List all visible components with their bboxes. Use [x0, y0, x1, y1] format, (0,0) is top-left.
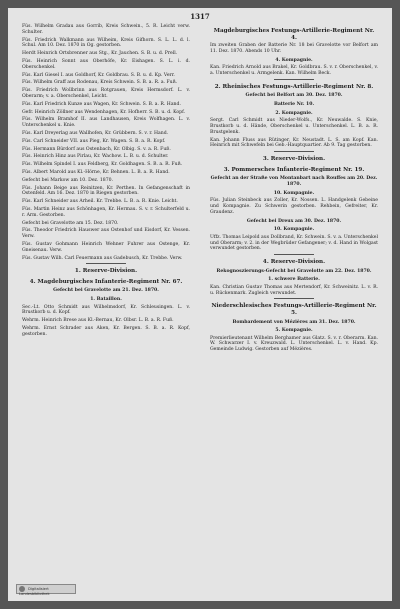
section-divider — [274, 151, 314, 152]
casualty-entry: Kan. Friedrich Arnold aus Brakel, Kr. Goldbrau. S. v. r. Oberschenkel, v. a. Unterschenkel u. Armgelenk. Kan. Wilhelm Beck. — [210, 65, 378, 76]
casualty-entry: Füs. Karl Giesel I. aus Goldhorf, Kr. Goldbrau. S. B. u. d. Kp. Verr. — [22, 72, 175, 78]
section-divider — [274, 298, 314, 299]
battle-heading: Rekognoszierungs-Gefecht bei Gravelotte am 22. Dez. 1870. — [216, 268, 372, 274]
casualty-entry: Gefecht bei Gravelotte am 15. Dez. 1870. — [22, 220, 119, 226]
battalion-subhead: 1. Bataillon. — [90, 297, 122, 303]
company-subhead: 10. Kompagnie. — [273, 190, 315, 196]
casualty-entry: Premierlieutenant Wilhelm Berghamer aus Glatz. S. v. r. Oberarm. Kan. W. Schwarzer I. v. Kreuzwald. L. Unterschenkel. L. v. Hand. Kp. Gemeinde Ludwig. Gestorben auf Mézières. — [210, 335, 378, 353]
regiment-heading: 2. Rheinisches Festungs-Artillerie-Regiment Nr. 8. — [214, 83, 374, 90]
casualty-entry: Gefr. Heinrich Zöllner aus Wendenhagen, Kr. Hofherr. S. B. u. d. Kopf. — [22, 109, 186, 115]
casualty-entry: Füs. Karl Schneider aus Arheil. Kr. Trebbe. L. B. a. R. Knie. Leicht. — [22, 199, 178, 205]
casualty-entry: Füs. Hermann Bürdorf aus Ostenbach, Kr. Olbig. S. v. a. R. Fuß. — [22, 146, 171, 152]
section-divider — [274, 79, 314, 80]
casualty-entry: Füs. Wilhelm Bramhof II. aus Landhausen, Kreis Wolfhagen. L. v. Unterschenkel u. Knie. — [22, 117, 190, 129]
battery-subhead: Batterie Nr. 10. — [273, 102, 315, 108]
regiment-heading: Niederschlesisches Festungs-Artillerie-Regiment Nr. 5. — [211, 303, 377, 316]
stamp-text: Digitalisiert Landesbibliothek — [19, 587, 50, 596]
casualty-entry: Kan. Christian Gustav Thomas aus Mertendorf, Kr. Schweinitz. L. v. R. u. Rückenmark. Zugleich verwundet. — [210, 284, 378, 296]
section-divider — [86, 263, 126, 264]
left-column — [22, 24, 190, 340]
casualty-entry: Füs. Wilhelm Graff aus Rodenau, Kreis Schwein. S. B. a. R. a. Fuß. — [22, 80, 178, 86]
casualty-entry: Herdt Heinrich Ortsbrenner aus Stg., Kr. Jauchen. S. B. u. d. Prell. — [22, 51, 178, 57]
casualty-entry: Füs. Wilhelm Spindel I. aus Feldberg, Kr. Goldhagen. S. B. a. R. Fuß. — [22, 162, 183, 168]
casualty-entry: Füs. Martin Heinz aus Schönhagen, Kr. Hermau. S. v. r. Schulterfeld u. r. Arm. Gestorben. — [22, 206, 190, 218]
library-stamp — [16, 584, 76, 594]
casualty-entry: Füs. Carl Schneider VII. aus Pieg, Kr. Wagen. S. B. a. R. Kopf. — [22, 138, 166, 144]
document-page — [8, 8, 392, 601]
battle-heading: Gefecht an der Straße von Montanbart nach Rouffes am 20. Dez. 1870. — [210, 176, 378, 188]
casualty-entry: Gefecht bei Markow am 10. Dez. 1870. — [22, 177, 114, 183]
casualty-entry: Füs. Friedrich Wollbrinn aus Rotgrauen, Kreis Hermsdorf. L. v. Oberarm; v. a. Oberschenkel, Leicht. — [22, 88, 190, 99]
battle-heading: Gefecht bei Dreux am 30. Dez. 1870. — [246, 218, 342, 224]
section-divider — [274, 254, 314, 255]
company-subhead: 4. Kompagnie. — [275, 57, 313, 63]
casualty-entry: Füs. Gustav Gohmann Heinrich Wehner Fuhrer aus Ostenge, Kr. Gneisenau. Verw. — [22, 241, 190, 253]
casualty-entry: Füs. Julian Steinbeck aus Zoller, Kr. Nossen. L. Handgelenk Gebeine und Kompagnie. Zu Schwerin gestorben. Rehbein, Gefreiter, Kr. Graudenz. — [210, 198, 378, 215]
battle-heading: Gefecht bei Gravelotte am 21. Dez. 1870. — [53, 288, 159, 294]
regiment-heading: 4. Magdeburgisches Infanterie-Regiment Nr. 67. — [29, 278, 183, 285]
battle-heading: Bombardement von Mézières am 31. Dez. 1870. — [232, 319, 356, 325]
casualty-entry: Füs. Heinrich Sonnt aus Oberhöfe, Kr. Eishagen. S. L. i. d. Oberschenkel. — [22, 58, 190, 70]
casualty-entry: Füs. Karl Friedrich Kunze aus Wagen, Kr. Schwein. S. B. a. R. Hand. — [22, 101, 181, 107]
company-subhead: 5. Kompagnie. — [275, 328, 313, 334]
division-heading: 4. Reserve-Division. — [262, 259, 326, 266]
company-subhead: 10. Kompagnie. — [273, 227, 315, 233]
casualty-entry: Füs. Heinrich Hinz aus Pirlau, Kr. Wachow. L. B. u. d. Schulter. — [22, 154, 169, 160]
casualty-entry: Füs. Gustav Wilh. Carl Feuermann aus Gadebusch, Kr. Trebbe. Verw. — [22, 255, 183, 261]
casualty-entry: Füs. Friedrich Walkmann aus Wilheim, Kreis Gifhorn. S. L. L. d. l. Schul. Am 10. Dez. 1870 in Og. gestorben. — [22, 37, 190, 49]
casualty-entry: Füs. Theodor Friedrich Hauswer aus Ostenhof und Eisdorf, Kr. Vessen. Verw. — [22, 228, 190, 240]
regiment-heading: 3. Pommersches Infanterie-Regiment Nr. 19. — [223, 166, 365, 173]
casualty-entry: Uffz. Thomas Leipold aus Dollbrand, Kr. Schwein. S. v. a. Unterschenkel und Oberarm; v. 2. in der Wegbrüder Gefangener; v. d. Hand in Wolgast verwundet gestorben. — [210, 234, 378, 252]
casualty-entry: Füs. Albert Marold aus Kl.-Hörne, Kr. Behnen. L. B. a. R. Hand. — [22, 169, 170, 175]
casualty-entry: Sergt. Carl Schmidt aus Nieder-Wolfs., Kr. Neuwalde. S. Knie, Brustkorb u. d. Hände, Oberschenkel u. Unterschenkel. L. B. a. R. Brustgelenk. — [210, 118, 378, 135]
casualty-entry: Füs. Wilhelm Gradau aus Gorrib, Kreis Schwein., 5. R. Leicht verw. Schulter. — [22, 24, 190, 35]
division-heading: 1. Reserve-Division. — [74, 268, 138, 275]
battery-subhead: 1. schwere Batterie. — [268, 277, 320, 283]
page-number: 1317 — [190, 12, 210, 21]
battle-intro: Im zweiten Graben der Batterie Nr. 18 bei Gravelotte vor Belfort am 11. Dez. 1870. Abends 10 Uhr. — [210, 43, 378, 54]
division-heading: 3. Reserve-Division. — [262, 156, 326, 163]
casualty-entry: Kan. Johann Fluss aus Rütinger, Kr. Neustadt. L. S. am Kopf. Kan. Heinrich mit Schwefeln bei Geb.-Hauptquartier. Ab 9. Tag gestorben. — [210, 137, 378, 149]
battle-heading: Gefecht bei Belfort am 30. Dez. 1870. — [245, 93, 343, 99]
regiment-heading: Magdeburgisches Festungs-Artillerie-Regiment Nr. 4. — [213, 28, 375, 41]
casualty-entry: Wehrm. Heinrich Brese aus Kl.-Bernau, Kr. Olbsr. L. B. a. R. Fuß. — [22, 318, 174, 324]
right-column — [210, 24, 378, 355]
company-subhead: 2. Kompagnie. — [275, 110, 313, 116]
casualty-entry: Füs. Karl Dreyerlag aus Wallhofen, Kr. Grübbern. S. v. r. Hand. — [22, 130, 169, 136]
casualty-entry: Sec.-Lt. Otto Schmidt aus Wilhelmsdorf, Kr. Schleusingen. L. v. Brustkorb u. d. Kopf. — [22, 304, 190, 316]
casualty-entry: Füs. Johann Beige aus Reinitzen, Kr. Perthen. In Gefangenschaft in Ostenfeld. Am 16. Dez. 1870 in Riegen gestorben. — [22, 185, 190, 197]
casualty-entry: Wehrm. Ernst Schrader aus Aken, Kr. Bergen. S. B. a. R. Kopf, gestorben. — [22, 325, 190, 337]
